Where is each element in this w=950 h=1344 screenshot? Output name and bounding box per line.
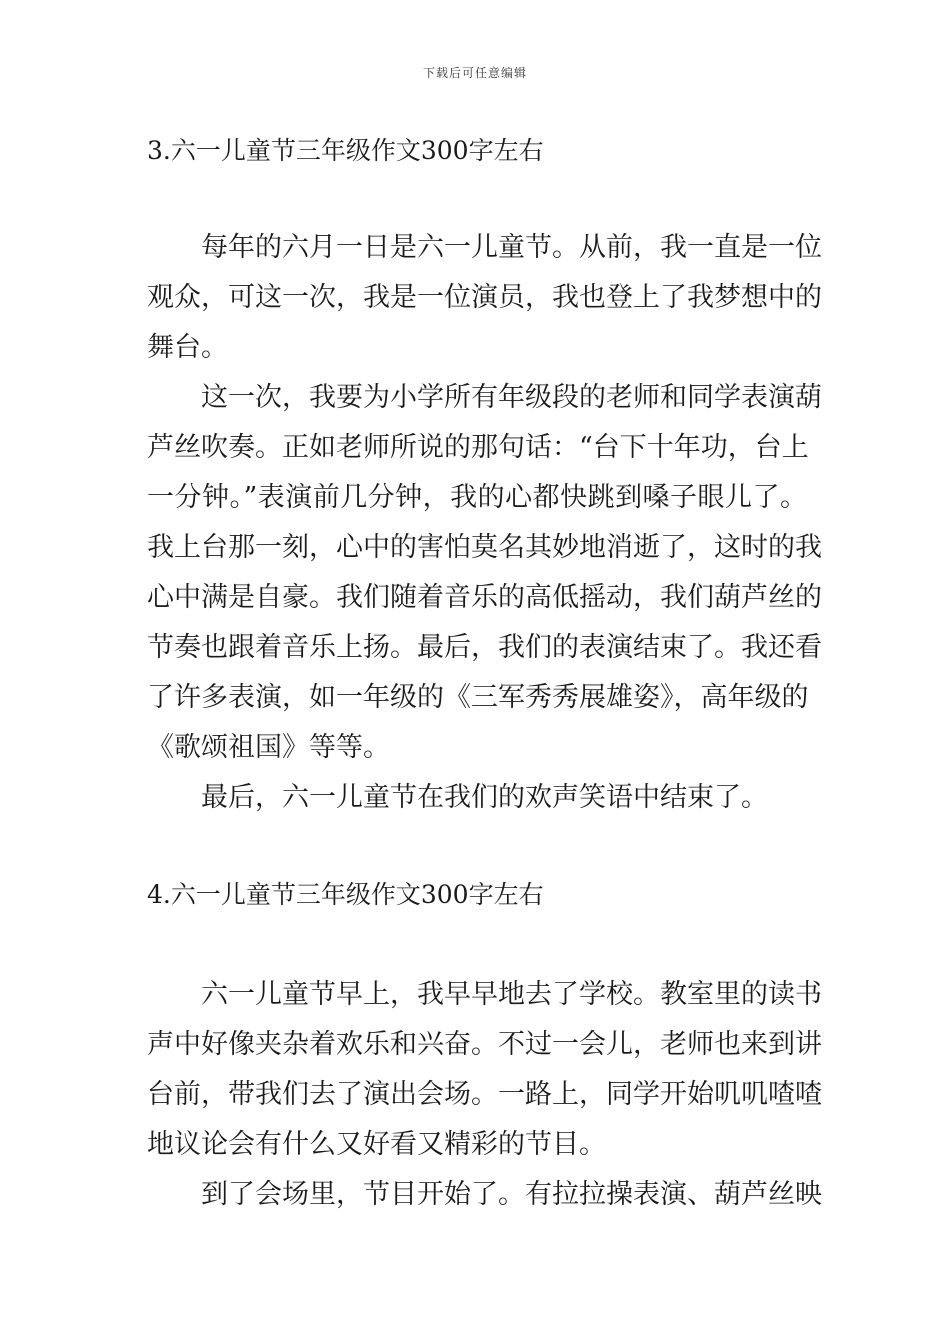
paragraph-line: 到了会场里，节目开始了。有拉拉操表演、葫芦丝映 [201, 1179, 822, 1210]
paragraph-line: 心中满是自豪。我们随着音乐的高低摇动，我们葫芦丝的 [147, 582, 822, 613]
section-heading: 3.六一儿童节三年级作文300字左右 [147, 136, 544, 165]
section-3-heading-block [147, 136, 807, 166]
paragraph-line: 舞台。 [147, 332, 228, 363]
paragraph-line: 《歌颂祖国》等等。 [147, 732, 390, 763]
paragraph-line: 我上台那一刻，心中的害怕莫名其妙地消逝了，这时的我 [147, 532, 822, 563]
paragraph-line: 节奏也跟着音乐上扬。最后，我们的表演结束了。我还看 [147, 632, 822, 663]
section-heading: 4.六一儿童节三年级作文300字左右 [147, 880, 544, 909]
paragraph-line: 每年的六月一日是六一儿童节。从前，我一直是一位 [201, 232, 822, 263]
paragraph-line: 一分钟。”表演前几分钟，我的心都快跳到嗓子眼儿了。 [147, 482, 807, 513]
paragraph-line: 了许多表演，如一年级的《三军秀秀展雄姿》，高年级的 [147, 682, 809, 713]
paragraph-line: 台前，带我们去了演出会场。一路上，同学开始叽叽喳喳 [147, 1079, 822, 1110]
paragraph-line: 这一次，我要为小学所有年级段的老师和同学表演葫 [201, 382, 822, 413]
paragraph-line: 观众，可这一次，我是一位演员，我也登上了我梦想中的 [147, 282, 822, 313]
section-3-body [147, 223, 822, 823]
section-4-heading-block [147, 880, 807, 910]
section-4-body [147, 970, 822, 1220]
paragraph-line: 芦丝吹奏。正如老师所说的那句话：“台下十年功，台上 [147, 432, 809, 463]
paragraph-line: 最后，六一儿童节在我们的欢声笑语中结束了。 [201, 782, 768, 813]
paragraph-line: 六一儿童节早上，我早早地去了学校。教室里的读书 [201, 979, 822, 1010]
paragraph-line: 地议论会有什么又好看又精彩的节目。 [147, 1129, 606, 1160]
page-header-note: 下载后可任意编辑 [422, 66, 527, 80]
paragraph-line: 声中好像夹杂着欢乐和兴奋。不过一会儿，老师也来到讲 [147, 1029, 822, 1060]
